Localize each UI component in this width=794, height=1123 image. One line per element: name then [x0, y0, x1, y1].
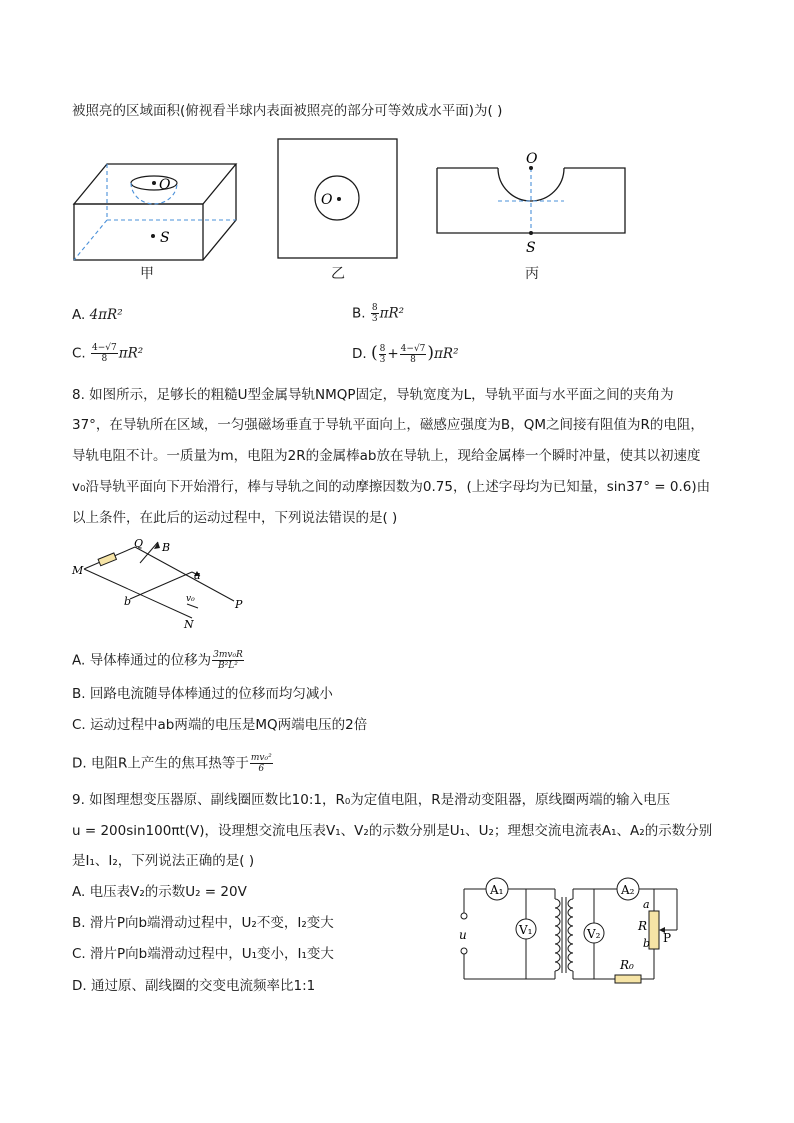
svg-text:P: P	[235, 598, 243, 611]
svg-text:Q: Q	[134, 538, 144, 550]
q8-option-d[interactable]: D. 电阻R上产生的焦耳热等于 $\frac{\text{mv₀²}}{6}$	[72, 753, 272, 774]
figure-7-bing	[435, 148, 627, 258]
svg-text:V₁: V₁	[519, 923, 533, 937]
svg-text:v₀: v₀	[186, 594, 195, 604]
svg-text:b: b	[124, 595, 132, 608]
svg-text:a: a	[643, 898, 650, 911]
svg-text:M: M	[72, 564, 84, 577]
svg-text:N: N	[184, 618, 194, 631]
point-o-dot	[152, 181, 156, 185]
q9-option-d[interactable]: D. 通过原、副线圈的交变电流频率比1:1	[72, 978, 316, 994]
q7-option-c[interactable]: C. $\frac{4-√7}{8}$ πR²	[72, 343, 144, 364]
svg-text:R₀: R₀	[620, 958, 634, 972]
figure-label-bing: 丙	[525, 266, 539, 282]
point-s-label: S	[160, 230, 170, 246]
svg-text:P: P	[663, 931, 672, 945]
figure-label-jia: 甲	[140, 266, 154, 282]
svg-text:B: B	[162, 541, 171, 554]
figure-label-yi: 乙	[331, 266, 345, 282]
point-o-label: O	[321, 192, 333, 208]
q7-option-a[interactable]: A. 4πR²	[72, 307, 123, 323]
q8-stem-line-1: 8. 如图所示，足够长的粗糙U型金属导轨NMQP固定，导轨宽度为L，导轨平面与水平面之间的夹角为	[72, 387, 674, 403]
q9-option-c[interactable]: C. 滑片P向b端滑动过程中，U₁变小，I₁变大	[72, 946, 334, 962]
q8-stem-line-5: 以上条件，在此后的运动过程中，下列说法错误的是( )	[72, 510, 398, 526]
q8-option-c[interactable]: C. 运动过程中ab两端的电压是MQ两端电压的2倍	[72, 717, 368, 733]
figure-8-rail-diagram	[70, 538, 260, 634]
svg-text:u: u	[459, 928, 467, 942]
q9-stem-line-3: 是I₁、I₂，下列说法正确的是( )	[72, 853, 255, 869]
q7-option-d[interactable]: D. ( $\frac{8}{3}$ + $\frac{4-√7}{8}$ )πR²	[352, 343, 459, 365]
q8-stem-line-3: 导轨电阻不计。一质量为m，电阻为2R的金属棒ab放在导轨上，现给金属棒一个瞬时冲量，使其以初速度	[72, 448, 701, 464]
figure-7-jia	[70, 152, 240, 264]
svg-text:A₂: A₂	[621, 883, 635, 897]
q9-stem-line-2: u = 200sin100πt(V)，设理想交流电压表V₁、V₂的示数分别是U₁、U₂；理想交流电流表A₁、A₂的示数分别	[72, 823, 713, 839]
point-o-label: O	[159, 177, 171, 193]
svg-text:b: b	[643, 937, 651, 950]
svg-text:A₁: A₁	[490, 883, 504, 897]
question-7-stem-tail: 被照亮的区域面积(俯视看半球内表面被照亮的部分可等效成水平面)为( )	[72, 103, 503, 119]
point-o-dot	[337, 197, 341, 201]
svg-text:V₂: V₂	[587, 927, 601, 941]
q8-stem-line-4: v₀沿导轨平面向下开始滑行，棒与导轨之间的动摩擦因数为0.75，(上述字母均为已知量，sin37° = 0.6)由	[72, 479, 711, 495]
svg-text:R: R	[638, 919, 648, 933]
point-s-dot	[151, 234, 155, 238]
q8-option-b[interactable]: B. 回路电流随导体棒通过的位移而均匀减小	[72, 686, 333, 702]
point-o-label: O	[526, 151, 538, 167]
q9-option-a[interactable]: A. 电压表V₂的示数U₂ = 20V	[72, 884, 247, 900]
q9-stem-line-1: 9. 如图理想变压器原、副线圈匝数比10:1，R₀为定值电阻，R是滑动变阻器，原线圈两端的输入电压	[72, 792, 671, 808]
point-s-label: S	[526, 240, 536, 256]
q8-option-a[interactable]: A. 导体棒通过的位移为 $\frac{\text{3mv₀R}}{\text{B²L²}}$	[72, 650, 243, 671]
q7-option-b[interactable]: B. $\frac{8}{3}$ πR²	[352, 303, 405, 324]
q8-stem-line-2: 37°，在导轨所在区域，一匀强磁场垂直于导轨平面向上，磁感应强度为B，QM之间接有阻值为R的电阻，	[72, 417, 704, 433]
q9-option-b[interactable]: B. 滑片P向b端滑动过程中，U₂不变，I₂变大	[72, 915, 334, 931]
figure-7-yi	[277, 138, 399, 260]
figure-9-transformer-circuit	[455, 877, 690, 990]
svg-text:a: a	[194, 569, 201, 582]
